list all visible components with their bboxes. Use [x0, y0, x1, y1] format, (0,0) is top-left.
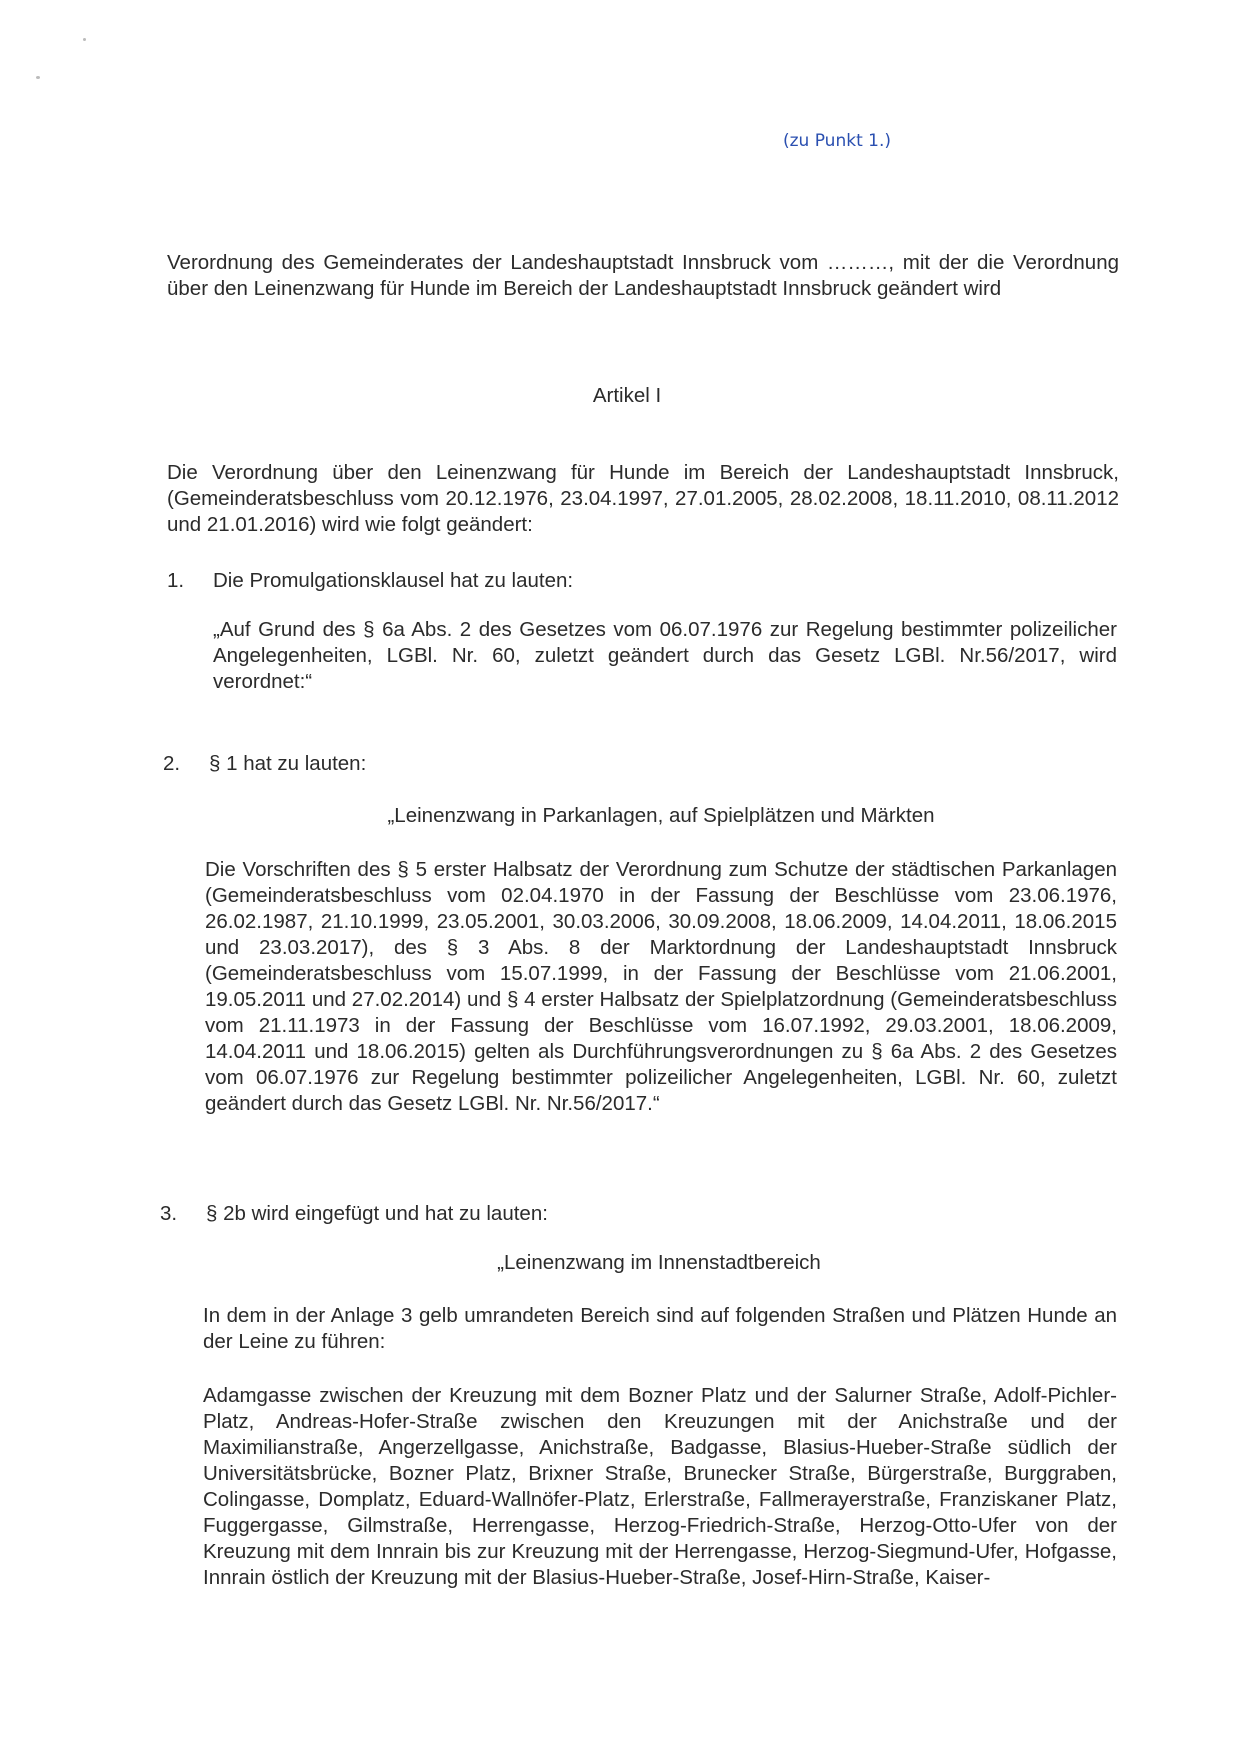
item-text: § 1 hat zu lauten:	[209, 752, 367, 775]
section-body: Die Vorschriften des § 5 erster Halbsatz der Verordnung zum Schutze der städtischen Parkanlagen (Gemeinderatsbeschluss vom 02.04.1970 in der Fassung der Beschlüsse vom 23.06.1976, 26.02.1987, 21.10.1999, 23.05.2001, 30.03.2006, 30.09.2008, 18.06.2009, 14.04.2011, 18.06.2015 und 23.03.2017), des § 3 Abs. 8 der Marktordnung der Landeshauptstadt Innsbruck (Gemeinderatsbeschluss vom 15.07.1999, in der Fassung der Beschlüsse vom 21.06.2001, 19.05.2011 und 27.02.2014) und § 4 erster Halbsatz der Spielplatzordnung (Gemeinderatsbeschluss vom 21.11.1973 in der Fassung der Beschlüsse vom 16.07.1992, 29.03.2001, 18.06.2009, 14.04.2011 und 18.06.2015) gelten als Durchführungsverordnungen zu § 6a Abs. 2 des Gesetzes vom 06.07.1976 zur Regelung bestimmter polizeilicher Angelegenheiten, LGBl. Nr. 60, zuletzt geändert durch das Gesetz LGBl. Nr. Nr.56/2017.“	[205, 858, 1117, 1115]
section-heading: „Leinenzwang im Innenstadtbereich	[497, 1251, 821, 1274]
article-heading: Artikel I	[592, 384, 662, 407]
promulgation-quote: „Auf Grund des § 6a Abs. 2 des Gesetzes vom 06.07.1976 zur Regelung bestimmter polizeilicher Angelegenheiten, LGBl. Nr. 60, zuletzt geändert durch das Gesetz LGBl. Nr.56/2017, wird verordnet:“	[213, 618, 1117, 693]
list-item	[160, 1201, 1110, 1227]
scan-speck	[36, 76, 40, 79]
item-number: 1.	[167, 569, 185, 592]
list-item	[163, 751, 1113, 777]
section-body: In dem in der Anlage 3 gelb umrandeten Bereich sind auf folgenden Straßen und Plätzen Hunde an der Leine zu führen:	[203, 1304, 1117, 1353]
scan-speck	[83, 38, 86, 41]
street-list: Adamgasse zwischen der Kreuzung mit dem Bozner Platz und der Salurner Straße, Adolf-Pichler-Platz, Andreas-Hofer-Straße zwischen den Kreuzungen mit der Anichstraße und der Maximilianstraße, Angerzellgasse, Anichstraße, Badgasse, Blasius-Hueber-Straße südlich der Universitätsbrücke, Bozner Platz, Brixner Straße, Brunecker Straße, Bürgerstraße, Burggraben, Colingasse, Domplatz, Eduard-Wallnöfer-Platz, Erlerstraße, Fallmerayerstraße, Franziskaner Platz, Fuggergasse, Gilmstraße, Herrengasse, Herzog-Friedrich-Straße, Herzog-Otto-Ufer von der Kreuzung mit dem Innrain bis zur Kreuzung mit der Herrengasse, Herzog-Siegmund-Ufer, Hofgasse, Innrain östlich der Kreuzung mit der Blasius-Hueber-Straße, Josef-Hirn-Straße, Kaiser-	[203, 1384, 1117, 1589]
ordinance-title: Verordnung des Gemeinderates der Landeshauptstadt Innsbruck vom ………, mit der die Verordnung über den Leinenzwang für Hunde im Bereich der Landeshauptstadt Innsbruck geändert wird	[167, 251, 1119, 300]
item-text: Die Promulgationsklausel hat zu lauten:	[213, 569, 574, 592]
item-number: 2.	[163, 752, 181, 775]
intro-paragraph: Die Verordnung über den Leinenzwang für Hunde im Bereich der Landeshauptstadt Innsbruck, (Gemeinderatsbeschluss vom 20.12.1976, 23.04.1997, 27.01.2005, 28.02.2008, 18.11.2010, 08.11.2012 und 21.01.2016) wird wie folgt geändert:	[167, 461, 1119, 536]
list-item	[167, 568, 1117, 594]
header-note: (zu Punkt 1.)	[783, 131, 892, 151]
section-heading: „Leinenzwang in Parkanlagen, auf Spielplätzen und Märkten	[387, 804, 935, 827]
item-number: 3.	[160, 1202, 178, 1225]
item-text: § 2b wird eingefügt und hat zu lauten:	[206, 1202, 548, 1225]
